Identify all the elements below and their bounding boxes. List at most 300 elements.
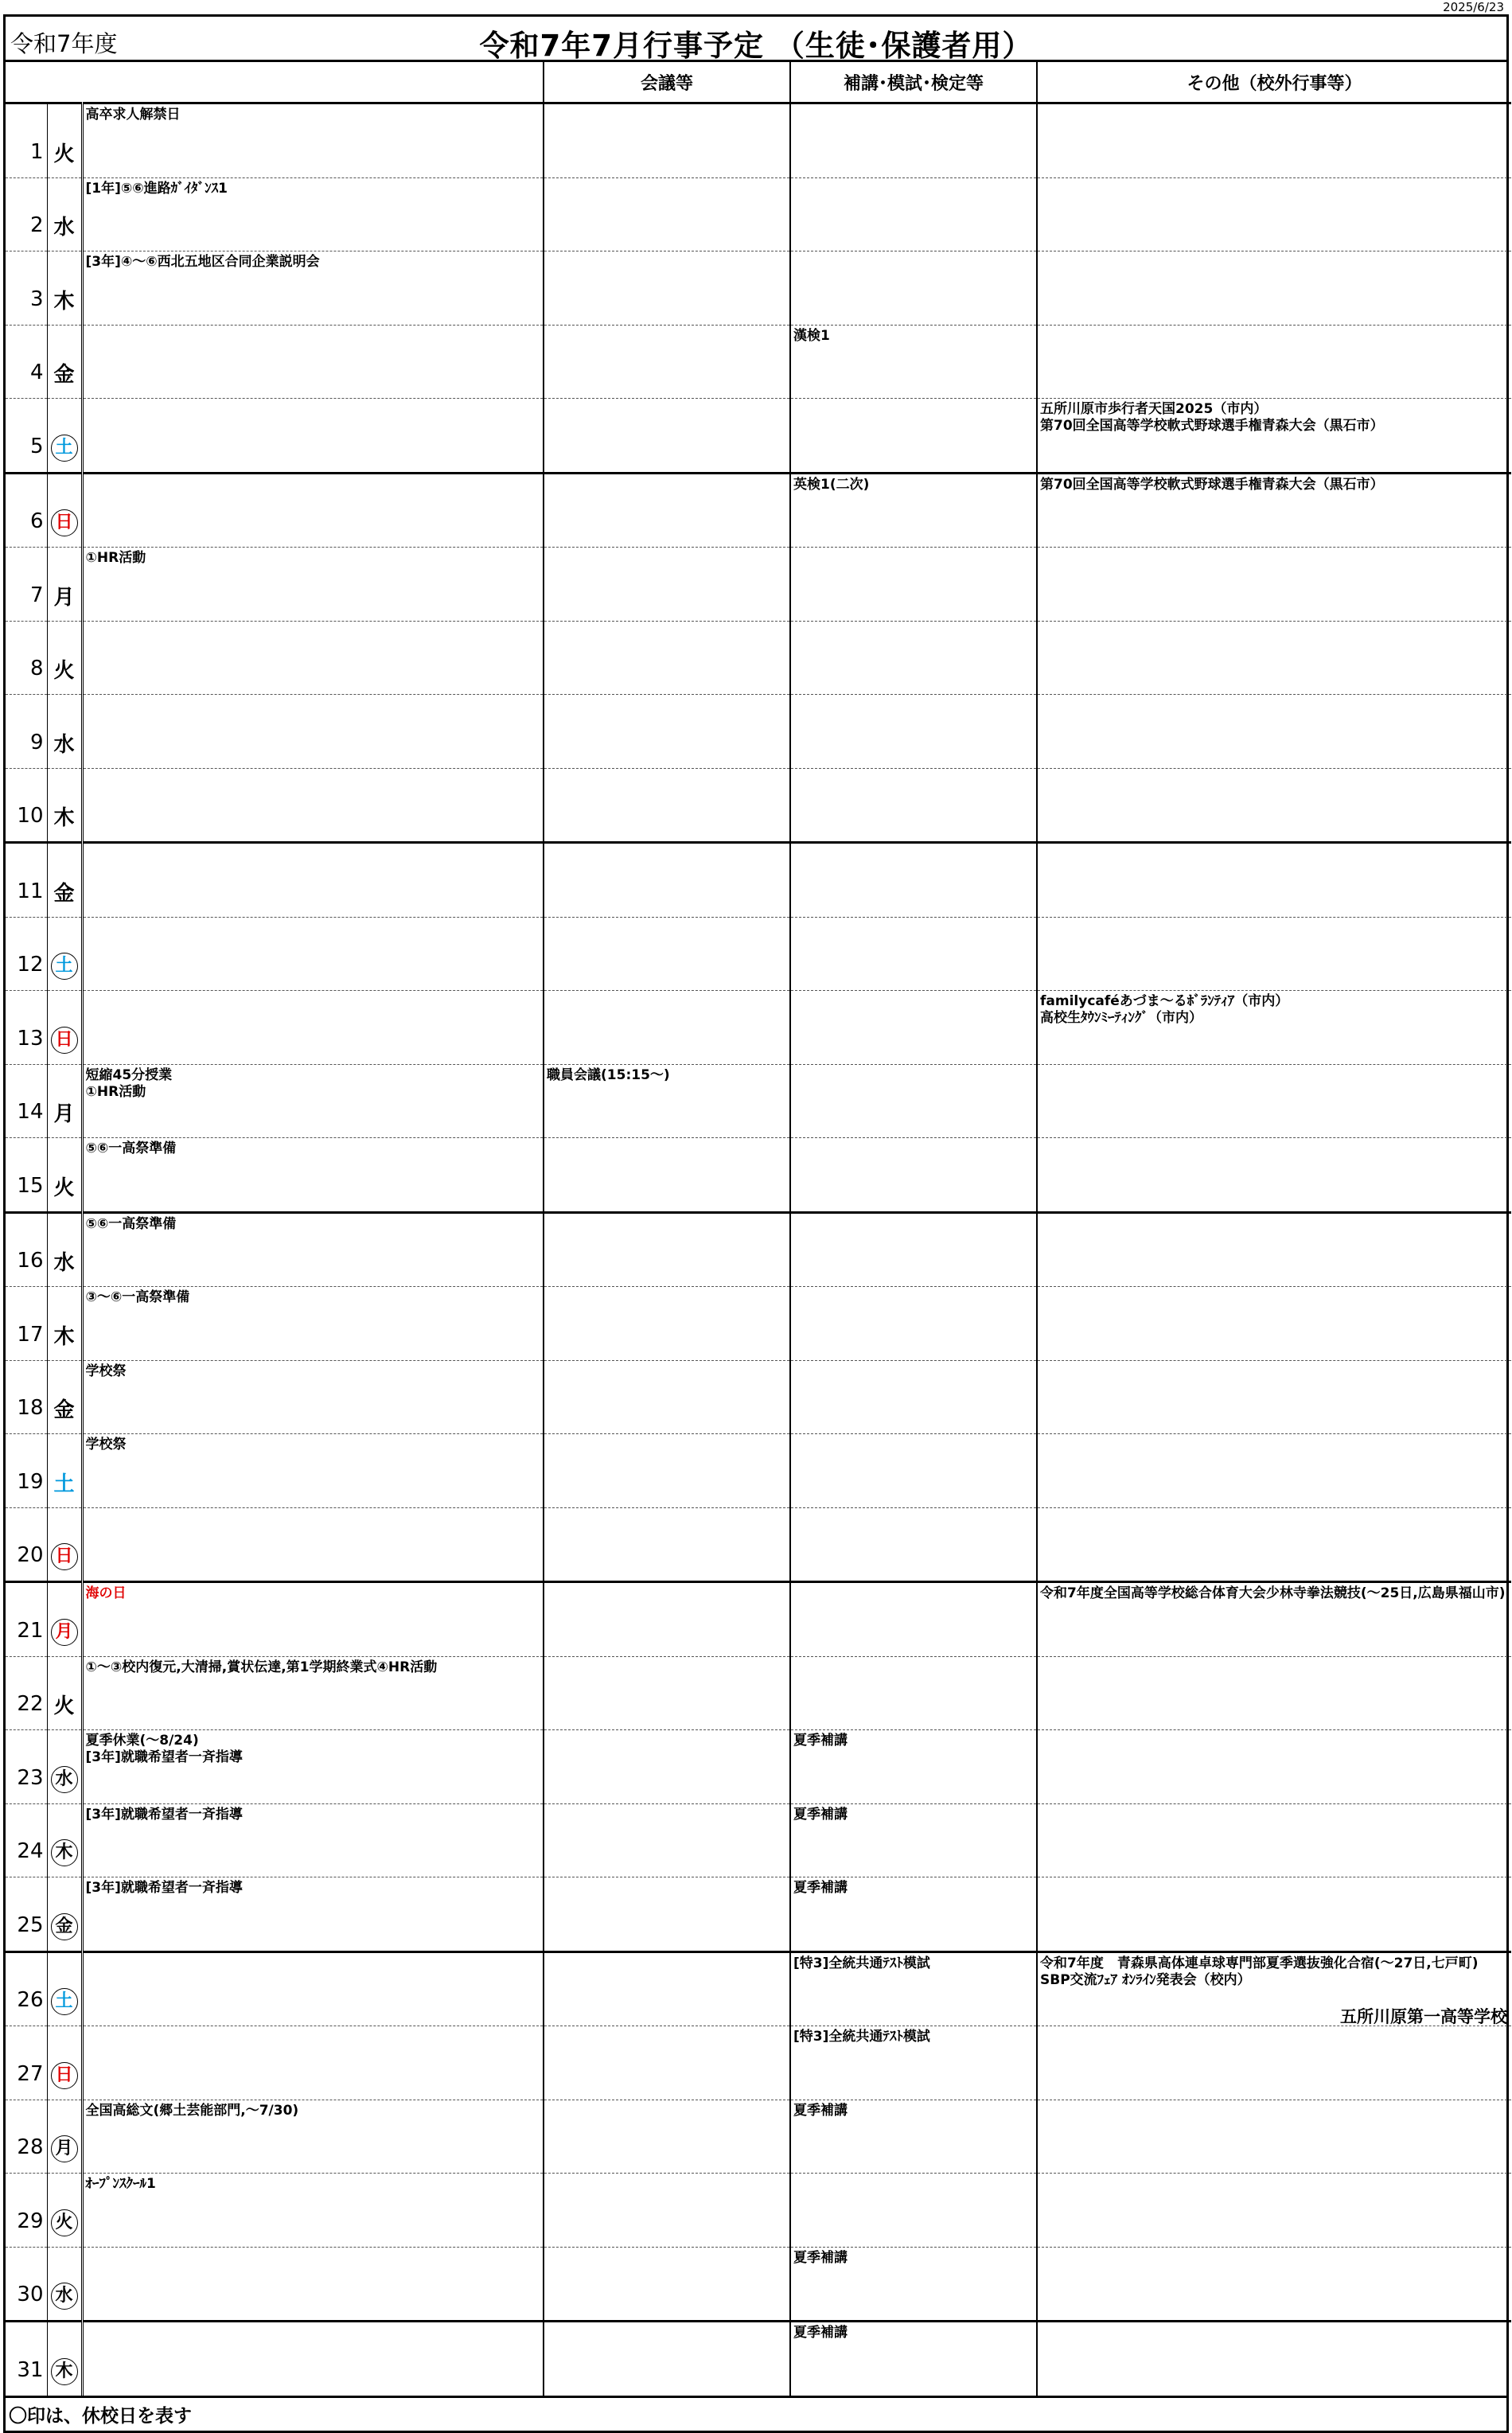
weekday <box>47 1656 82 1730</box>
lessons-exams-cell-text <box>791 991 1036 993</box>
day-row <box>6 325 1511 399</box>
day-number <box>6 1138 47 1213</box>
events-cell-text <box>84 2026 544 2029</box>
day-number-text: 19 <box>17 1469 44 1494</box>
weekday <box>47 2026 82 2100</box>
other-events-cell-text <box>1038 2248 1511 2250</box>
day-number <box>6 917 47 991</box>
other-events-cell-text <box>1038 1657 1511 1659</box>
lessons-exams-cell <box>790 177 1037 251</box>
other-events-cell <box>1037 1064 1511 1138</box>
day-number-text: 23 <box>17 1765 44 1790</box>
events-cell <box>82 2100 544 2174</box>
day-number <box>6 1951 47 2026</box>
day-number <box>6 1803 47 1877</box>
lessons-exams-cell-text <box>791 1138 1036 1140</box>
meetings-cell-text <box>544 178 789 181</box>
meetings-cell-text <box>544 918 789 920</box>
meetings-cell <box>544 1212 790 1287</box>
weekday <box>47 1582 82 1657</box>
lessons-exams-cell-text <box>791 1657 1036 1659</box>
day-row <box>6 843 1511 918</box>
lessons-exams-cell <box>790 1507 1037 1582</box>
weekday-text: 金 <box>53 363 75 387</box>
day-row <box>6 1212 1511 1287</box>
other-events-cell-text <box>1038 622 1511 624</box>
meetings-cell-text <box>544 1657 789 1659</box>
meetings-cell-text <box>544 1877 789 1880</box>
meetings-cell-text <box>544 474 789 477</box>
events-cell-text <box>84 2322 544 2325</box>
events-cell <box>82 1212 544 1287</box>
day-row <box>6 1730 1511 1804</box>
other-events-cell-text <box>1038 1877 1511 1880</box>
day-row <box>6 103 1511 178</box>
schedule-sheet <box>3 14 1509 2433</box>
day-row <box>6 2247 1511 2322</box>
other-events-cell <box>1037 1803 1511 1877</box>
schedule-table <box>6 62 1511 2396</box>
printed-date: 2025/6/23 <box>1443 0 1504 14</box>
other-events-cell-text <box>1038 1287 1511 1289</box>
events-cell-text <box>84 695 544 697</box>
meetings-cell <box>544 1064 790 1138</box>
other-events-cell <box>1037 548 1511 622</box>
weekday <box>47 2100 82 2174</box>
other-events-cell-text <box>1038 1065 1511 1067</box>
other-events-cell <box>1037 399 1511 474</box>
day-number <box>6 399 47 474</box>
lessons-exams-cell-text: 夏季補講 <box>793 1806 848 1823</box>
events-cell-text: 高卒求人解禁日 <box>85 107 181 123</box>
meetings-cell-text <box>544 991 789 993</box>
day-row <box>6 1064 1511 1138</box>
events-cell <box>82 2026 544 2100</box>
meetings-cell-text <box>544 844 789 846</box>
lessons-exams-cell-text: 英検1(二次) <box>793 476 870 493</box>
events-cell <box>82 621 544 695</box>
events-cell-text: [3年]就職希望者一斉指導 <box>85 1880 243 1896</box>
events-cell <box>82 695 544 769</box>
meetings-cell <box>544 1507 790 1582</box>
other-events-cell-text <box>1038 769 1511 771</box>
lessons-exams-cell <box>790 1877 1037 1952</box>
lessons-exams-cell <box>790 2322 1037 2396</box>
other-events-cell-text <box>1038 2322 1511 2325</box>
other-events-cell <box>1037 325 1511 399</box>
day-row <box>6 1287 1511 1361</box>
day-number-text: 31 <box>17 2357 44 2382</box>
events-cell <box>82 1656 544 1730</box>
day-number <box>6 1434 47 1508</box>
lessons-exams-cell <box>790 2247 1037 2322</box>
events-cell <box>82 177 544 251</box>
meetings-cell-text <box>544 1214 789 1216</box>
events-cell-text: ①～③校内復元,大清掃,賞状伝達,第1学期終業式④HR活動 <box>85 1659 438 1675</box>
events-cell <box>82 251 544 326</box>
other-events-cell <box>1037 1730 1511 1804</box>
day-number-text: 9 <box>29 730 44 754</box>
day-number-text: 4 <box>29 361 44 384</box>
events-cell-text: ⑤⑥一高祭準備 <box>85 1140 177 1156</box>
weekday <box>47 1951 82 2026</box>
other-events-cell <box>1037 1287 1511 1361</box>
day-row <box>6 399 1511 474</box>
events-cell <box>82 2174 544 2248</box>
day-number-text: 20 <box>17 1543 44 1567</box>
meetings-cell <box>544 1582 790 1657</box>
other-events-cell-text <box>1038 1138 1511 1140</box>
day-number <box>6 843 47 918</box>
day-number-text: 14 <box>17 1100 44 1124</box>
weekday-text: 火 <box>53 1694 75 1718</box>
day-number <box>6 695 47 769</box>
other-events-cell-text: familycaféあづま～るﾎﾞﾗﾝﾃｨｱ（市内） 高校生ﾀｳﾝﾐｰﾃｨﾝｸﾞ（市内） <box>1040 993 1289 1026</box>
meetings-cell <box>544 1434 790 1508</box>
school-name: 五所川原第一高等学校 <box>1340 2007 1507 2026</box>
lessons-exams-cell-text <box>791 1214 1036 1216</box>
other-events-cell-text: 五所川原市歩行者天国2025（市内） 第70回全国高等学校軟式野球選手権青森大会（黒石市） <box>1040 401 1384 434</box>
day-number-text: 2 <box>29 213 44 237</box>
day-number <box>6 2026 47 2100</box>
events-cell-text: 短縮45分授業 ①HR活動 <box>85 1066 173 1100</box>
meetings-cell <box>544 325 790 399</box>
day-row <box>6 473 1511 548</box>
lessons-exams-cell <box>790 2174 1037 2248</box>
events-cell-text: [3年]④～⑥西北五地区合同企業説明会 <box>85 254 320 270</box>
lessons-exams-cell <box>790 1582 1037 1657</box>
events-cell-text: 学校祭 <box>85 1437 127 1452</box>
events-cell-text <box>84 769 544 771</box>
weekday-text: 水 <box>53 216 75 240</box>
meetings-cell <box>544 473 790 548</box>
day-row <box>6 1360 1511 1434</box>
day-row <box>6 621 1511 695</box>
events-cell <box>82 1730 544 1804</box>
meetings-cell <box>544 843 790 918</box>
other-events-cell <box>1037 768 1511 843</box>
other-events-cell <box>1037 2247 1511 2322</box>
weekday-text: 日 <box>51 1543 78 1570</box>
events-cell-text: ③～⑥一高祭準備 <box>85 1289 190 1305</box>
weekday <box>47 103 82 178</box>
meetings-cell-text <box>544 1434 789 1437</box>
other-events-cell-text: 第70回全国高等学校軟式野球選手権青森大会（黒石市） <box>1040 476 1384 493</box>
day-number <box>6 325 47 399</box>
lessons-exams-cell <box>790 1656 1037 1730</box>
column-header-row <box>6 62 1511 103</box>
meetings-cell-text <box>544 2248 789 2250</box>
lessons-exams-cell <box>790 1803 1037 1877</box>
weekday-text: 火 <box>53 142 75 166</box>
events-cell-text: ①HR活動 <box>85 550 146 566</box>
other-events-cell-text <box>1038 251 1511 254</box>
day-number-text: 8 <box>29 657 44 680</box>
meetings-cell <box>544 917 790 991</box>
lessons-exams-cell-text <box>791 1434 1036 1437</box>
lessons-exams-cell-text: 夏季補講 <box>793 2102 848 2119</box>
events-cell <box>82 1360 544 1434</box>
lessons-exams-cell-text <box>791 918 1036 920</box>
other-events-cell-text <box>1038 548 1511 550</box>
lessons-exams-cell-text <box>791 1583 1036 1585</box>
lessons-exams-cell-text: 漢検1 <box>793 327 830 344</box>
day-row <box>6 1656 1511 1730</box>
weekday <box>47 1360 82 1434</box>
weekday-text: 木 <box>53 289 75 314</box>
day-number-text: 12 <box>17 953 44 977</box>
lessons-exams-cell-text <box>791 1508 1036 1511</box>
other-events-cell <box>1037 1360 1511 1434</box>
meetings-cell <box>544 2247 790 2322</box>
weekday-text: 土 <box>51 953 78 980</box>
lessons-exams-cell-text <box>791 695 1036 697</box>
events-cell-text <box>84 1508 544 1511</box>
lessons-exams-cell <box>790 2026 1037 2100</box>
meetings-cell <box>544 2174 790 2248</box>
lessons-exams-cell <box>790 2100 1037 2174</box>
day-row <box>6 2174 1511 2248</box>
other-events-cell <box>1037 621 1511 695</box>
day-row <box>6 917 1511 991</box>
lessons-exams-cell-text <box>791 2174 1036 2176</box>
meetings-cell-text <box>544 1508 789 1511</box>
day-row <box>6 2322 1511 2396</box>
meetings-cell-text <box>544 399 789 401</box>
lessons-exams-cell-text <box>791 769 1036 771</box>
weekday <box>47 1434 82 1508</box>
other-events-cell-text <box>1038 1434 1511 1437</box>
lessons-exams-cell <box>790 103 1037 178</box>
meetings-cell-text <box>544 769 789 771</box>
events-cell-text: 海の日 <box>85 1585 127 1601</box>
day-row <box>6 1138 1511 1213</box>
meetings-cell <box>544 621 790 695</box>
events-cell-text <box>84 474 544 477</box>
weekday <box>47 1287 82 1361</box>
other-events-cell-text <box>1038 1804 1511 1807</box>
day-row <box>6 991 1511 1065</box>
day-number <box>6 768 47 843</box>
meetings-cell-text <box>544 1730 789 1733</box>
weekday-text: 金 <box>53 1398 75 1422</box>
lessons-exams-cell <box>790 621 1037 695</box>
other-events-cell <box>1037 177 1511 251</box>
lessons-exams-cell-text: 夏季補講 <box>793 2325 848 2341</box>
other-events-cell <box>1037 2322 1511 2396</box>
lessons-exams-cell <box>790 1287 1037 1361</box>
weekday-text: 月 <box>51 2135 78 2162</box>
lessons-exams-cell-text <box>791 1065 1036 1067</box>
day-row <box>6 1434 1511 1508</box>
lessons-exams-cell <box>790 473 1037 548</box>
lessons-exams-cell-text <box>791 178 1036 181</box>
lessons-exams-cell <box>790 1212 1037 1287</box>
day-number-text: 10 <box>17 804 44 828</box>
meetings-cell <box>544 1287 790 1361</box>
meetings-cell <box>544 177 790 251</box>
day-number-text: 6 <box>29 509 44 533</box>
weekday <box>47 768 82 843</box>
weekday <box>47 2247 82 2322</box>
day-number-text: 13 <box>17 1026 44 1051</box>
day-number <box>6 1582 47 1657</box>
weekday-text: 木 <box>51 2358 78 2385</box>
other-events-cell <box>1037 473 1511 548</box>
weekday-text: 日 <box>51 2062 78 2089</box>
events-cell <box>82 1287 544 1361</box>
lessons-exams-cell-text: 夏季補講 <box>793 1880 848 1896</box>
other-events-cell <box>1037 2100 1511 2174</box>
day-row <box>6 2026 1511 2100</box>
weekday-text: 月 <box>53 585 75 610</box>
day-row <box>6 1951 1511 2026</box>
day-number-text: 30 <box>17 2283 44 2306</box>
day-number-text: 18 <box>17 1396 44 1420</box>
day-number <box>6 1507 47 1582</box>
lessons-exams-cell <box>790 399 1037 474</box>
day-number <box>6 1360 47 1434</box>
day-number <box>6 473 47 548</box>
events-cell <box>82 2247 544 2322</box>
day-number <box>6 2247 47 2322</box>
lessons-exams-cell <box>790 251 1037 326</box>
other-events-cell <box>1037 1138 1511 1213</box>
meetings-cell-text <box>544 695 789 697</box>
weekday <box>47 399 82 474</box>
other-events-cell-text <box>1038 1508 1511 1511</box>
day-number-text: 29 <box>17 2209 44 2233</box>
events-cell-text <box>84 844 544 846</box>
col-header-meetings: 会議等 <box>544 62 790 103</box>
day-number-text: 5 <box>29 434 44 458</box>
day-row <box>6 548 1511 622</box>
weekday <box>47 991 82 1065</box>
weekday-text: 金 <box>53 881 75 906</box>
other-events-cell-text <box>1038 844 1511 846</box>
events-cell-text: [3年]就職希望者一斉指導 <box>85 1806 243 1823</box>
weekday-text: 金 <box>51 1913 78 1940</box>
meetings-cell-text <box>544 1361 789 1363</box>
meetings-cell <box>544 2322 790 2396</box>
day-number <box>6 621 47 695</box>
events-cell <box>82 917 544 991</box>
meetings-cell <box>544 1951 790 2026</box>
weekday-text: 水 <box>53 732 75 757</box>
meetings-cell-text <box>544 104 789 107</box>
lessons-exams-cell-text: 夏季補講 <box>793 2249 848 2266</box>
events-cell-text <box>84 1953 544 1955</box>
events-cell-text <box>84 622 544 624</box>
day-number <box>6 103 47 178</box>
weekday <box>47 1877 82 1952</box>
meetings-cell <box>544 251 790 326</box>
other-events-cell <box>1037 2174 1511 2248</box>
weekday <box>47 1212 82 1287</box>
weekday <box>47 1803 82 1877</box>
lessons-exams-cell-text <box>791 548 1036 550</box>
other-events-cell <box>1037 991 1511 1065</box>
weekday-text: 木 <box>51 1839 78 1866</box>
other-events-cell <box>1037 917 1511 991</box>
lessons-exams-cell <box>790 325 1037 399</box>
meetings-cell <box>544 1360 790 1434</box>
other-events-cell <box>1037 695 1511 769</box>
weekday-text: 土 <box>53 1472 75 1496</box>
day-number-text: 15 <box>17 1173 44 1198</box>
meetings-cell <box>544 991 790 1065</box>
other-events-cell <box>1037 1434 1511 1508</box>
weekday-text: 水 <box>53 1251 75 1275</box>
meetings-cell-text <box>544 1583 789 1585</box>
weekday-text: 水 <box>51 1766 78 1793</box>
lessons-exams-cell <box>790 548 1037 622</box>
day-number <box>6 2100 47 2174</box>
day-number-text: 1 <box>29 139 44 164</box>
col-header-events <box>6 62 544 103</box>
day-number-text: 21 <box>17 1618 44 1643</box>
lessons-exams-cell <box>790 1064 1037 1138</box>
weekday <box>47 621 82 695</box>
day-number <box>6 1064 47 1138</box>
weekday-text: 土 <box>51 435 78 462</box>
day-number <box>6 991 47 1065</box>
other-events-cell-text <box>1038 695 1511 697</box>
meetings-cell-text <box>544 1953 789 1955</box>
day-number <box>6 1656 47 1730</box>
lessons-exams-cell-text <box>791 1361 1036 1363</box>
meetings-cell-text <box>544 326 789 328</box>
lessons-exams-cell <box>790 1138 1037 1213</box>
meetings-cell-text <box>544 622 789 624</box>
lessons-exams-cell-text: 夏季補講 <box>793 1733 848 1749</box>
lessons-exams-cell-text <box>791 399 1036 401</box>
meetings-cell-text <box>544 548 789 550</box>
lessons-exams-cell <box>790 1730 1037 1804</box>
weekday <box>47 251 82 326</box>
lessons-exams-cell-text <box>791 844 1036 846</box>
events-cell <box>82 2322 544 2396</box>
page-title: 令和7年7月行事予定 （生徒･保護者用） <box>479 29 1033 63</box>
other-events-cell <box>1037 843 1511 918</box>
day-number-text: 3 <box>29 287 44 311</box>
other-events-cell <box>1037 103 1511 178</box>
other-events-cell <box>1037 1212 1511 1287</box>
meetings-cell <box>544 2026 790 2100</box>
meetings-cell <box>544 548 790 622</box>
other-events-cell-text: 令和7年度 青森県高体連卓球専門部夏季選抜強化合宿(～27日,七戸町) SBP交流ﾌｪｱ ｵﾝﾗｲﾝ発表会（校内） <box>1040 1955 1479 1988</box>
events-cell-text <box>84 918 544 920</box>
events-cell <box>82 843 544 918</box>
lessons-exams-cell <box>790 843 1037 918</box>
lessons-exams-cell <box>790 695 1037 769</box>
weekday-text: 日 <box>51 1027 78 1054</box>
day-number-text: 26 <box>17 1988 44 2012</box>
events-cell-text <box>84 991 544 993</box>
events-cell-text <box>84 326 544 328</box>
weekday <box>47 695 82 769</box>
weekday-text: 日 <box>51 509 78 536</box>
other-events-cell-text <box>1038 178 1511 181</box>
day-number <box>6 1877 47 1952</box>
day-number-text: 16 <box>17 1249 44 1273</box>
day-number <box>6 2174 47 2248</box>
weekday-text: 月 <box>53 1102 75 1126</box>
day-number <box>6 2322 47 2396</box>
day-number <box>6 1212 47 1287</box>
events-cell <box>82 1138 544 1213</box>
meetings-cell <box>544 103 790 178</box>
